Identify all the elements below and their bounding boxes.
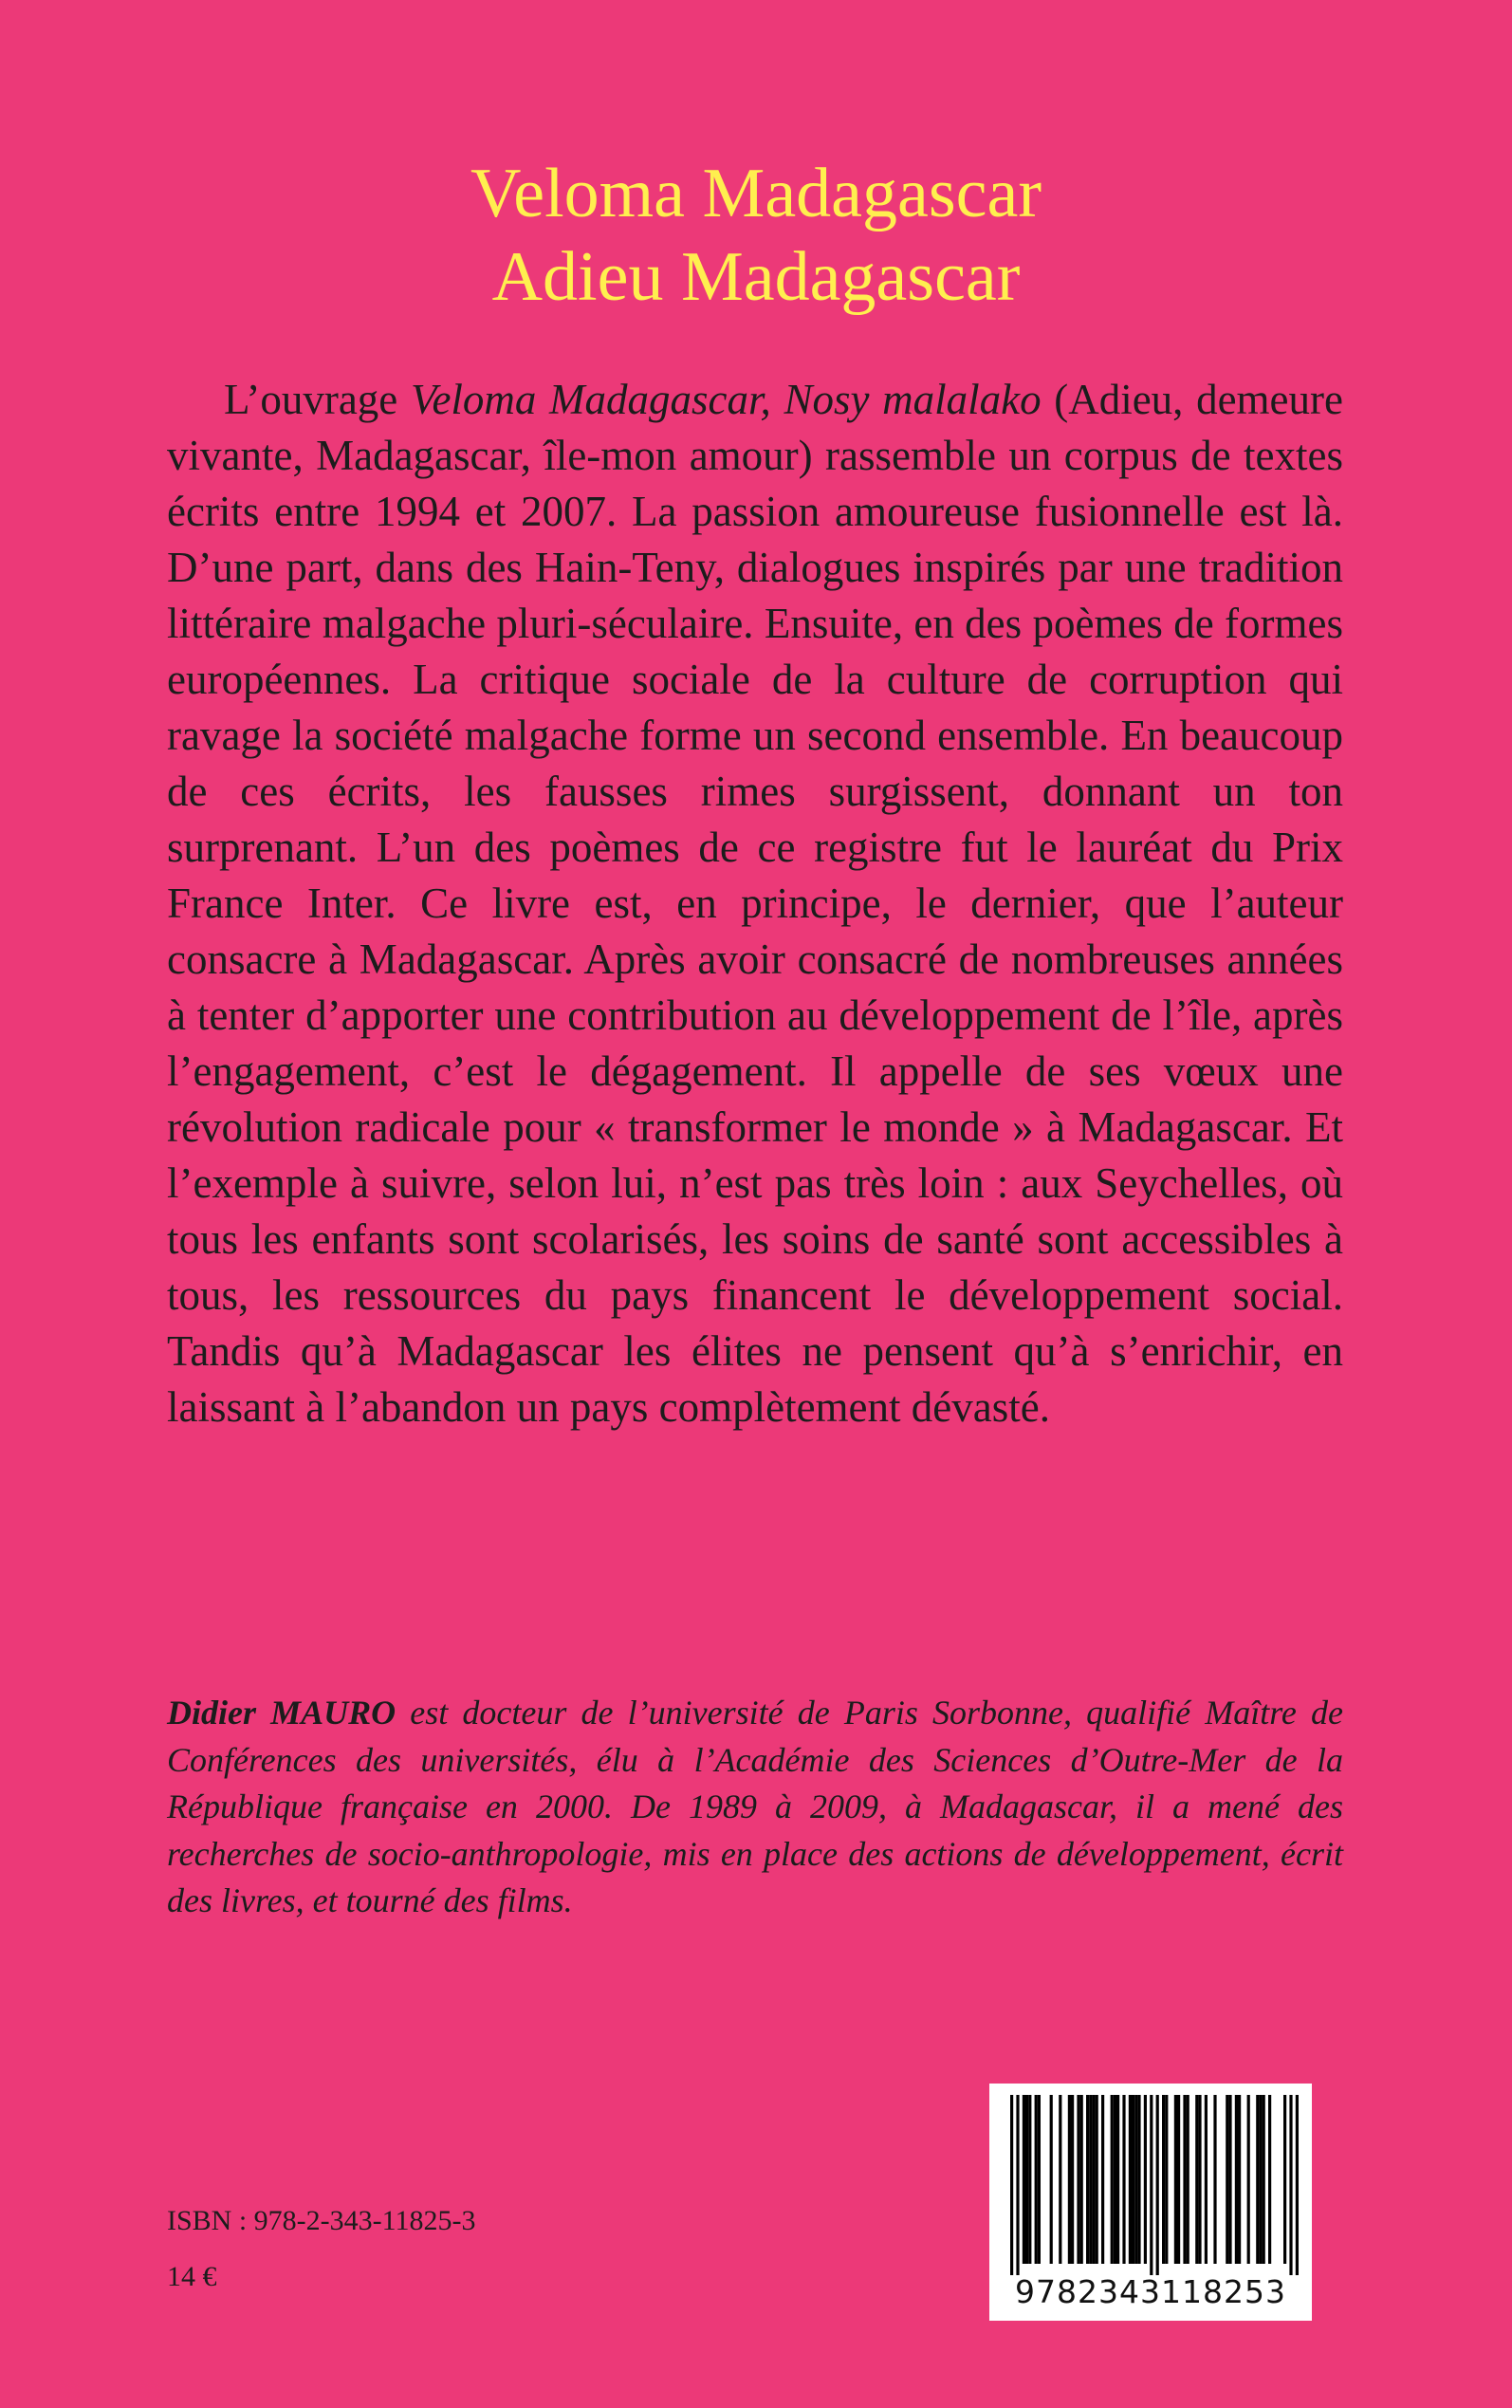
barcode-bar [1198,2095,1201,2264]
barcode-bar [1183,2095,1186,2264]
barcode-bar [1226,2095,1228,2264]
barcode-bar [1162,2095,1165,2264]
price-label: 14 € [167,2261,217,2292]
author-name: Didier MAURO [167,1694,396,1732]
summary-text: (Adieu, demeure vivante, Madagascar, île-mon amour) rassemble un corpus de textes écrits entre 1994 et 2007. La passion amoureuse fusionnelle est là. D’une part, dans des Hain-Teny, dialogues inspirés par une tradition littéraire malgache pluri-séculaire. Ensuite, en des poèmes de formes européennes. La critique sociale de la culture de corruption qui ravage la société malgache forme un second ensemble. En beaucoup de ces écrits, les fausses rimes surgissent, donnant un ton surprenant. L’un des poèmes de ce registre fut le lauréat du Prix France Inter. Ce livre est, en principe, le dernier, que l’auteur consacre à Madagascar. Après avoir consacré de nombreuses années à tenter d’apporter une contribution au développement de l’île, après l’engagement, c’est le dégagement. Il appelle de ses vœux une révolution radicale pour « transformer le monde » à Madagascar. Et l’exemple à suivre, selon lui, n’est pas très loin : aux Seychelles, où tous les enfants sont scolarisés, les soins de santé sont accessibles à tous, les ressources du pays financent le développement social. Tandis qu’à Madagascar les élites ne pensent qu’à s’enrichir, en laissant à l’abandon un pays complètement dévasté. [167,376,1343,1431]
barcode-bar [1023,2095,1025,2264]
barcode-bar [1259,2095,1262,2264]
barcode-bar [1071,2095,1074,2264]
barcode-bar [1050,2095,1053,2264]
barcode-bar [1156,2095,1159,2275]
barcode-bar [1089,2095,1092,2264]
summary-lead: L’ouvrage [224,376,411,423]
barcode-bar [1111,2095,1114,2264]
barcode-bar [1010,2095,1013,2275]
barcode-bar [1177,2095,1180,2264]
summary-book-title: Veloma Madagascar, Nosy malalako [410,376,1042,423]
barcode-bar [1101,2095,1104,2264]
book-title [0,152,1512,319]
barcode-bar [1068,2095,1071,2264]
barcode-digits: 9782343118253 [1015,2273,1286,2310]
barcode-bar [1025,2095,1028,2264]
isbn-label: ISBN : 978-2-343-11825-3 [167,2205,476,2236]
barcode-bar [1238,2095,1241,2264]
barcode-bar [1114,2095,1116,2264]
barcode-bar [1187,2095,1189,2264]
author-bio [167,1690,1343,1925]
barcode-bar [1137,2095,1140,2264]
barcode-bar [1086,2095,1089,2264]
barcode-bar [1134,2095,1137,2264]
barcode-bar [1228,2095,1231,2264]
barcode-bar [1080,2095,1083,2264]
barcode-bar [1296,2095,1299,2275]
barcode-bar [1289,2095,1292,2275]
barcode-bar [1263,2095,1265,2264]
barcode-bar [1116,2095,1119,2264]
barcode-bar [1129,2095,1132,2264]
barcode-bar [1205,2095,1208,2264]
barcode-bar [1213,2095,1216,2264]
barcode-bar [1096,2095,1098,2264]
barcode-bar [1144,2095,1147,2264]
barcode-bar [1174,2095,1177,2264]
barcode-bar [1028,2095,1031,2264]
barcode-bar [1122,2095,1125,2264]
barcode [989,2084,1312,2321]
barcode-bar [1035,2095,1038,2264]
barcode-bar [1016,2095,1019,2275]
title-line-1: Veloma Madagascar [470,155,1042,232]
barcode-bar [1059,2095,1061,2264]
barcode-bar [1077,2095,1079,2264]
author-bio-text: est docteur de l’université de Paris Sorbonne, qualifié Maître de Conférences des universités, élu à l’Académie des Sciences d’Outre-Mer de la République française en 2000. De 1989 à 2009, à Madagascar, il a mené des recherches de socio-anthropologie, mis en place des actions de développement, écrit des livres, et tourné des films. [167,1694,1343,1919]
barcode-bar [1268,2095,1271,2264]
barcode-bar [1247,2095,1250,2264]
barcode-bar [1283,2095,1286,2264]
barcode-bar [1092,2095,1095,2264]
summary-paragraph [167,372,1343,1436]
barcode-bars [989,2084,1312,2278]
barcode-bar [1150,2095,1152,2275]
barcode-bar [1256,2095,1259,2264]
barcode-bar [1235,2095,1238,2264]
title-line-2: Adieu Madagascar [491,238,1021,316]
barcode-bar [1132,2095,1134,2264]
barcode-bar [1038,2095,1041,2264]
barcode-bar [1165,2095,1168,2264]
barcode-bar [1195,2095,1198,2264]
